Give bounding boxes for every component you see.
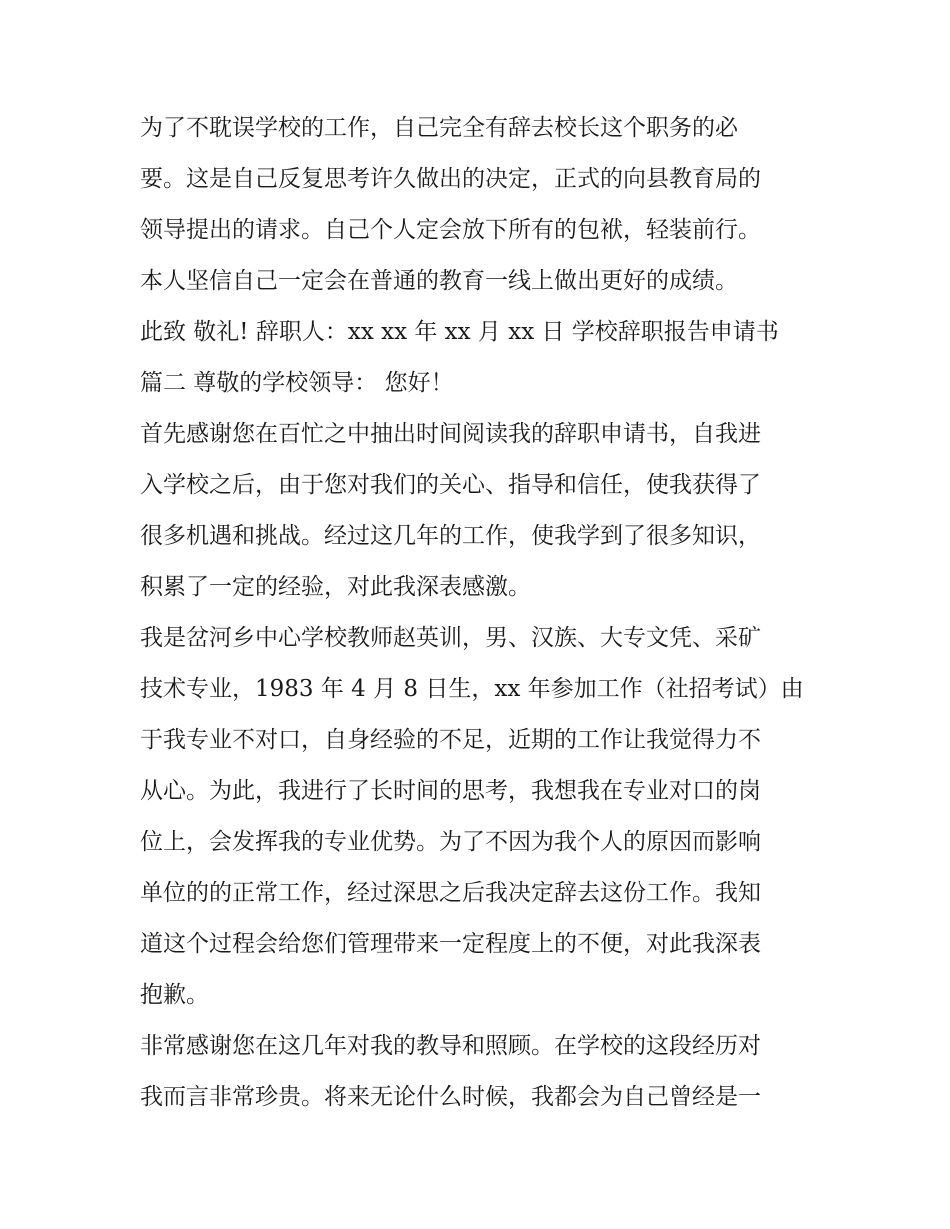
text-line: 为了不耽误学校的工作，自己完全有辞去校长这个职务的必 [140,115,738,141]
text-line: 位上，会发挥我的专业优势。为了不因为我个人的原因而影响 [140,829,761,855]
text-line: 此致 敬礼! 辞职人：xx xx 年 xx 月 xx 日 学校辞职报告申请书 [140,319,779,345]
text-line: 于我专业不对口，自身经验的不足，近期的工作让我觉得力不 [140,727,761,753]
text-line: 很多机遇和挑战。经过这几年的工作，使我学到了很多知识， [140,523,761,549]
text-line: 从心。为此，我进行了长时间的思考，我想我在专业对口的岗 [140,778,761,804]
text-line: 入学校之后，由于您对我们的关心、指导和信任，使我获得了 [140,472,761,498]
text-line: 我是岔河乡中心学校教师赵英训，男、汉族、大专文凭、采矿 [140,625,761,651]
text-line: 领导提出的请求。自己个人定会放下所有的包袱，轻装前行。 [140,217,761,243]
text-line: 抱歉。 [140,982,209,1008]
text-line: 篇二 尊敬的学校领导： 您好！ [140,370,454,396]
text-line: 积累了一定的经验，对此我深表感激。 [140,574,531,600]
text-line: 道这个过程会给您们管理带来一定程度上的不便，对此我深表 [140,931,761,957]
text-line: 本人坚信自己一定会在普通的教育一线上做出更好的成绩。 [140,268,738,294]
document-body [140,103,820,1123]
text-line: 非常感谢您在这几年对我的教导和照顾。在学校的这段经历对 [140,1033,761,1059]
text-line: 我而言非常珍贵。将来无论什么时候，我都会为自己曾经是一 [140,1084,761,1110]
text-line: 技术专业，1983 年 4 月 8 日生，xx 年参加工作（社招考试）由 [140,676,804,702]
text-line: 单位的的正常工作，经过深思之后我决定辞去这份工作。我知 [140,880,761,906]
text-line: 首先感谢您在百忙之中抽出时间阅读我的辞职申请书，自我进 [140,421,761,447]
text-line: 要。这是自己反复思考许久做出的决定，正式的向县教育局的 [140,166,761,192]
